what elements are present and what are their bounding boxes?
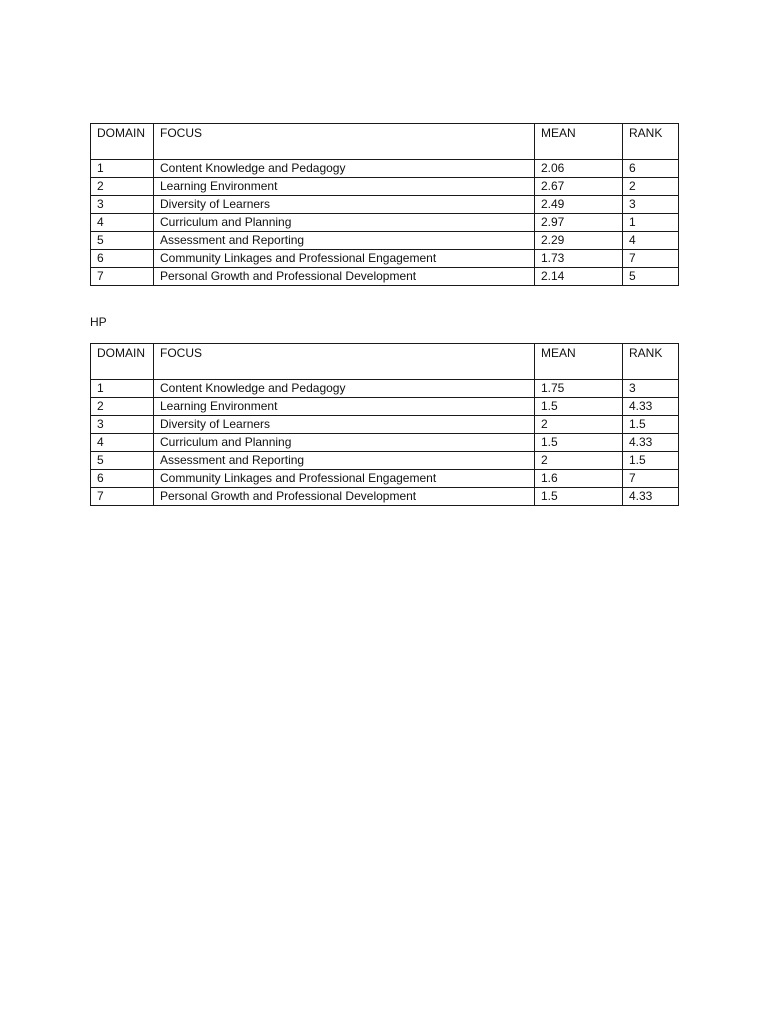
table-row [91,268,679,286]
cell-domain: 7 [91,488,154,506]
cell-focus: Curriculum and Planning [154,214,535,232]
header-rank: RANK [623,344,679,380]
cell-rank: 1.5 [623,452,679,470]
cell-mean: 2.06 [535,160,623,178]
cell-focus: Learning Environment [154,178,535,196]
table-row [91,452,679,470]
table-row [91,160,679,178]
table-row [91,416,679,434]
table-row [91,398,679,416]
table-row [91,250,679,268]
cell-mean: 1.6 [535,470,623,488]
cell-rank: 1.5 [623,416,679,434]
cell-focus: Personal Growth and Professional Development [154,268,535,286]
cell-mean: 2 [535,416,623,434]
header-domain: DOMAIN [91,124,154,160]
cell-mean: 1.5 [535,434,623,452]
cell-mean: 2.97 [535,214,623,232]
cell-focus: Assessment and Reporting [154,232,535,250]
cell-rank: 7 [623,250,679,268]
cell-rank: 3 [623,380,679,398]
header-focus: FOCUS [154,124,535,160]
cell-focus: Community Linkages and Professional Engagement [154,470,535,488]
cell-focus: Personal Growth and Professional Development [154,488,535,506]
cell-rank: 4.33 [623,398,679,416]
cell-rank: 6 [623,160,679,178]
cell-mean: 2.14 [535,268,623,286]
table-row [91,196,679,214]
cell-rank: 1 [623,214,679,232]
cell-mean: 2.49 [535,196,623,214]
table-row [91,380,679,398]
cell-rank: 4.33 [623,488,679,506]
cell-focus: Diversity of Learners [154,196,535,214]
table-header-row [91,344,679,380]
header-rank: RANK [623,124,679,160]
table-row [91,214,679,232]
cell-domain: 1 [91,160,154,178]
cell-domain: 4 [91,214,154,232]
header-mean: MEAN [535,124,623,160]
cell-focus: Assessment and Reporting [154,452,535,470]
table-header-row [91,124,679,160]
cell-rank: 4.33 [623,434,679,452]
cell-mean: 1.5 [535,488,623,506]
cell-domain: 3 [91,196,154,214]
cell-domain: 5 [91,232,154,250]
cell-focus: Curriculum and Planning [154,434,535,452]
header-domain: DOMAIN [91,344,154,380]
cell-rank: 3 [623,196,679,214]
cell-mean: 2.29 [535,232,623,250]
cell-domain: 2 [91,398,154,416]
cell-domain: 6 [91,250,154,268]
cell-mean: 1.5 [535,398,623,416]
table-row [91,232,679,250]
domain-table-1 [90,123,679,286]
cell-domain: 6 [91,470,154,488]
cell-focus: Content Knowledge and Pedagogy [154,380,535,398]
cell-domain: 4 [91,434,154,452]
cell-rank: 2 [623,178,679,196]
cell-domain: 5 [91,452,154,470]
cell-rank: 5 [623,268,679,286]
section-label-hp: HP [90,315,107,329]
cell-focus: Diversity of Learners [154,416,535,434]
table-row [91,470,679,488]
cell-mean: 1.75 [535,380,623,398]
table-row [91,178,679,196]
cell-focus: Community Linkages and Professional Engagement [154,250,535,268]
cell-mean: 1.73 [535,250,623,268]
cell-focus: Content Knowledge and Pedagogy [154,160,535,178]
header-focus: FOCUS [154,344,535,380]
table-row [91,488,679,506]
cell-domain: 2 [91,178,154,196]
table-row [91,434,679,452]
cell-mean: 2 [535,452,623,470]
cell-rank: 4 [623,232,679,250]
cell-domain: 1 [91,380,154,398]
cell-mean: 2.67 [535,178,623,196]
cell-focus: Learning Environment [154,398,535,416]
cell-rank: 7 [623,470,679,488]
header-mean: MEAN [535,344,623,380]
cell-domain: 3 [91,416,154,434]
domain-table-2 [90,343,679,506]
cell-domain: 7 [91,268,154,286]
